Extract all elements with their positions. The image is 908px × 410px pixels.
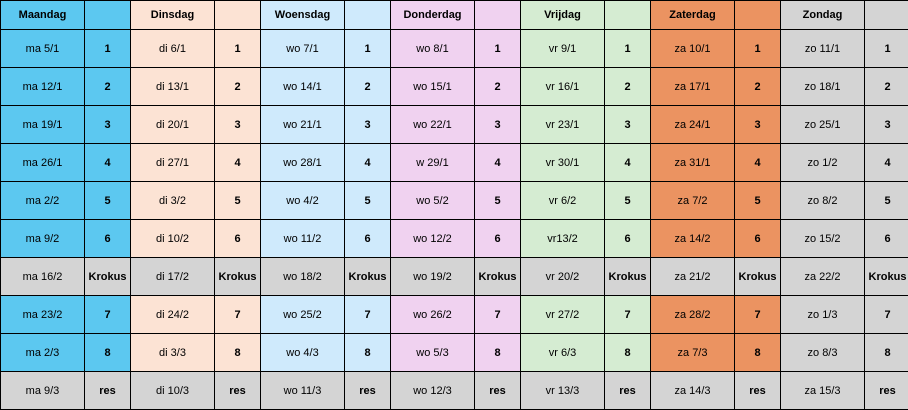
date-cell: zo 18/1 (781, 68, 865, 106)
date-cell: vr 13/3 (521, 372, 605, 410)
date-cell: ma 5/1 (1, 30, 85, 68)
week-number-cell: 1 (345, 30, 391, 68)
week-number-cell: 4 (605, 144, 651, 182)
date-cell: za 17/1 (651, 68, 735, 106)
week-number-cell: 5 (865, 182, 908, 220)
week-number-cell: 3 (735, 106, 781, 144)
date-cell: di 17/2 (131, 258, 215, 296)
date-cell: zo 8/3 (781, 334, 865, 372)
date-cell: wo 26/2 (391, 296, 475, 334)
week-number-cell: 8 (475, 334, 521, 372)
week-number-cell: 2 (605, 68, 651, 106)
date-cell: wo 12/2 (391, 220, 475, 258)
date-cell: wo 25/2 (261, 296, 345, 334)
date-cell: vr 16/1 (521, 68, 605, 106)
date-cell: wo 14/1 (261, 68, 345, 106)
week-number-cell: 3 (605, 106, 651, 144)
table-row (1, 372, 908, 410)
date-cell: di 13/1 (131, 68, 215, 106)
date-cell: wo 4/2 (261, 182, 345, 220)
week-number-cell: 6 (475, 220, 521, 258)
header-row (1, 1, 908, 30)
date-cell: vr 20/2 (521, 258, 605, 296)
week-number-cell: 5 (345, 182, 391, 220)
date-cell: wo 7/1 (261, 30, 345, 68)
week-number-cell: 4 (85, 144, 131, 182)
week-number-cell: 8 (85, 334, 131, 372)
column-header-week-ma (85, 1, 131, 30)
column-header-zo: Zondag (781, 1, 865, 30)
table-row (1, 144, 908, 182)
week-number-cell: Krokus (345, 258, 391, 296)
date-cell: wo 18/2 (261, 258, 345, 296)
date-cell: vr 27/2 (521, 296, 605, 334)
date-cell: ma 2/3 (1, 334, 85, 372)
date-cell: w 29/1 (391, 144, 475, 182)
date-cell: di 20/1 (131, 106, 215, 144)
date-cell: wo 5/2 (391, 182, 475, 220)
column-header-week-di (215, 1, 261, 30)
week-number-cell: 3 (865, 106, 908, 144)
table-row (1, 30, 908, 68)
week-number-cell: 8 (215, 334, 261, 372)
week-number-cell: res (735, 372, 781, 410)
column-header-za: Zaterdag (651, 1, 735, 30)
date-cell: di 6/1 (131, 30, 215, 68)
date-cell: di 27/1 (131, 144, 215, 182)
date-cell: ma 23/2 (1, 296, 85, 334)
date-cell: za 7/2 (651, 182, 735, 220)
week-number-cell: 6 (605, 220, 651, 258)
column-header-week-wo (345, 1, 391, 30)
date-cell: di 3/2 (131, 182, 215, 220)
table-header (1, 1, 908, 30)
week-number-cell: 5 (85, 182, 131, 220)
column-header-week-vr (605, 1, 651, 30)
column-header-do: Donderdag (391, 1, 475, 30)
week-number-cell: 2 (865, 68, 908, 106)
week-number-cell: 1 (605, 30, 651, 68)
week-number-cell: Krokus (735, 258, 781, 296)
week-number-cell: res (475, 372, 521, 410)
week-number-cell: 8 (605, 334, 651, 372)
week-number-cell: 5 (215, 182, 261, 220)
week-number-cell: 4 (345, 144, 391, 182)
week-number-cell: Krokus (475, 258, 521, 296)
week-number-cell: res (345, 372, 391, 410)
week-number-cell: 4 (865, 144, 908, 182)
week-number-cell: 2 (345, 68, 391, 106)
date-cell: di 24/2 (131, 296, 215, 334)
week-number-cell: 4 (475, 144, 521, 182)
table-row (1, 296, 908, 334)
date-cell: vr 6/3 (521, 334, 605, 372)
column-header-vr: Vrijdag (521, 1, 605, 30)
week-number-cell: res (865, 372, 908, 410)
date-cell: ma 26/1 (1, 144, 85, 182)
date-cell: wo 5/3 (391, 334, 475, 372)
date-cell: vr 30/1 (521, 144, 605, 182)
date-cell: za 10/1 (651, 30, 735, 68)
date-cell: di 3/3 (131, 334, 215, 372)
table-body (1, 30, 908, 410)
date-cell: ma 16/2 (1, 258, 85, 296)
column-header-ma: Maandag (1, 1, 85, 30)
date-cell: wo 22/1 (391, 106, 475, 144)
week-number-cell: res (85, 372, 131, 410)
date-cell: za 28/2 (651, 296, 735, 334)
week-number-cell: 6 (215, 220, 261, 258)
date-cell: za 21/2 (651, 258, 735, 296)
week-number-cell: 6 (735, 220, 781, 258)
week-number-cell: 8 (865, 334, 908, 372)
date-cell: zo 1/3 (781, 296, 865, 334)
column-header-di: Dinsdag (131, 1, 215, 30)
column-header-week-zo (865, 1, 908, 30)
week-number-cell: 7 (345, 296, 391, 334)
date-cell: wo 12/3 (391, 372, 475, 410)
week-number-cell: 1 (215, 30, 261, 68)
week-number-cell: 7 (215, 296, 261, 334)
week-number-cell: 8 (345, 334, 391, 372)
date-cell: zo 1/2 (781, 144, 865, 182)
date-cell: wo 11/3 (261, 372, 345, 410)
table-row (1, 106, 908, 144)
date-cell: za 15/3 (781, 372, 865, 410)
week-number-cell: 1 (735, 30, 781, 68)
date-cell: za 22/2 (781, 258, 865, 296)
week-number-cell: 6 (345, 220, 391, 258)
date-cell: ma 2/2 (1, 182, 85, 220)
week-number-cell: 1 (475, 30, 521, 68)
week-number-cell: Krokus (865, 258, 908, 296)
date-cell: vr13/2 (521, 220, 605, 258)
week-number-cell: 5 (735, 182, 781, 220)
week-number-cell: 3 (215, 106, 261, 144)
week-number-cell: res (605, 372, 651, 410)
table-row (1, 258, 908, 296)
week-number-cell: 2 (85, 68, 131, 106)
date-cell: di 10/3 (131, 372, 215, 410)
week-number-cell: 2 (215, 68, 261, 106)
date-cell: za 14/2 (651, 220, 735, 258)
date-cell: za 31/1 (651, 144, 735, 182)
week-number-cell: 1 (865, 30, 908, 68)
date-cell: wo 19/2 (391, 258, 475, 296)
date-cell: wo 4/3 (261, 334, 345, 372)
week-number-cell: 7 (475, 296, 521, 334)
date-cell: za 14/3 (651, 372, 735, 410)
date-cell: ma 12/1 (1, 68, 85, 106)
date-cell: wo 21/1 (261, 106, 345, 144)
table-row (1, 182, 908, 220)
table-row (1, 68, 908, 106)
date-cell: wo 8/1 (391, 30, 475, 68)
table-row (1, 220, 908, 258)
date-cell: ma 9/2 (1, 220, 85, 258)
date-cell: vr 6/2 (521, 182, 605, 220)
column-header-week-do (475, 1, 521, 30)
date-cell: ma 19/1 (1, 106, 85, 144)
week-number-cell: res (215, 372, 261, 410)
week-number-cell: 4 (735, 144, 781, 182)
column-header-week-za (735, 1, 781, 30)
week-number-cell: Krokus (85, 258, 131, 296)
date-cell: zo 8/2 (781, 182, 865, 220)
date-cell: zo 15/2 (781, 220, 865, 258)
table-row (1, 334, 908, 372)
week-number-cell: Krokus (605, 258, 651, 296)
week-number-cell: 5 (605, 182, 651, 220)
date-cell: zo 25/1 (781, 106, 865, 144)
date-cell: ma 9/3 (1, 372, 85, 410)
date-cell: zo 11/1 (781, 30, 865, 68)
week-number-cell: 7 (865, 296, 908, 334)
date-cell: di 10/2 (131, 220, 215, 258)
week-number-cell: 7 (605, 296, 651, 334)
week-number-cell: Krokus (215, 258, 261, 296)
date-cell: wo 15/1 (391, 68, 475, 106)
date-cell: wo 28/1 (261, 144, 345, 182)
week-number-cell: 5 (475, 182, 521, 220)
week-number-cell: 6 (865, 220, 908, 258)
week-number-cell: 3 (345, 106, 391, 144)
column-header-wo: Woensdag (261, 1, 345, 30)
date-cell: za 24/1 (651, 106, 735, 144)
week-number-cell: 4 (215, 144, 261, 182)
week-number-cell: 1 (85, 30, 131, 68)
date-cell: vr 9/1 (521, 30, 605, 68)
date-cell: za 7/3 (651, 334, 735, 372)
date-cell: vr 23/1 (521, 106, 605, 144)
week-number-cell: 2 (475, 68, 521, 106)
week-number-cell: 7 (85, 296, 131, 334)
week-number-cell: 3 (475, 106, 521, 144)
week-number-cell: 2 (735, 68, 781, 106)
date-cell: wo 11/2 (261, 220, 345, 258)
week-number-cell: 8 (735, 334, 781, 372)
week-number-cell: 6 (85, 220, 131, 258)
week-number-cell: 3 (85, 106, 131, 144)
week-number-cell: 7 (735, 296, 781, 334)
